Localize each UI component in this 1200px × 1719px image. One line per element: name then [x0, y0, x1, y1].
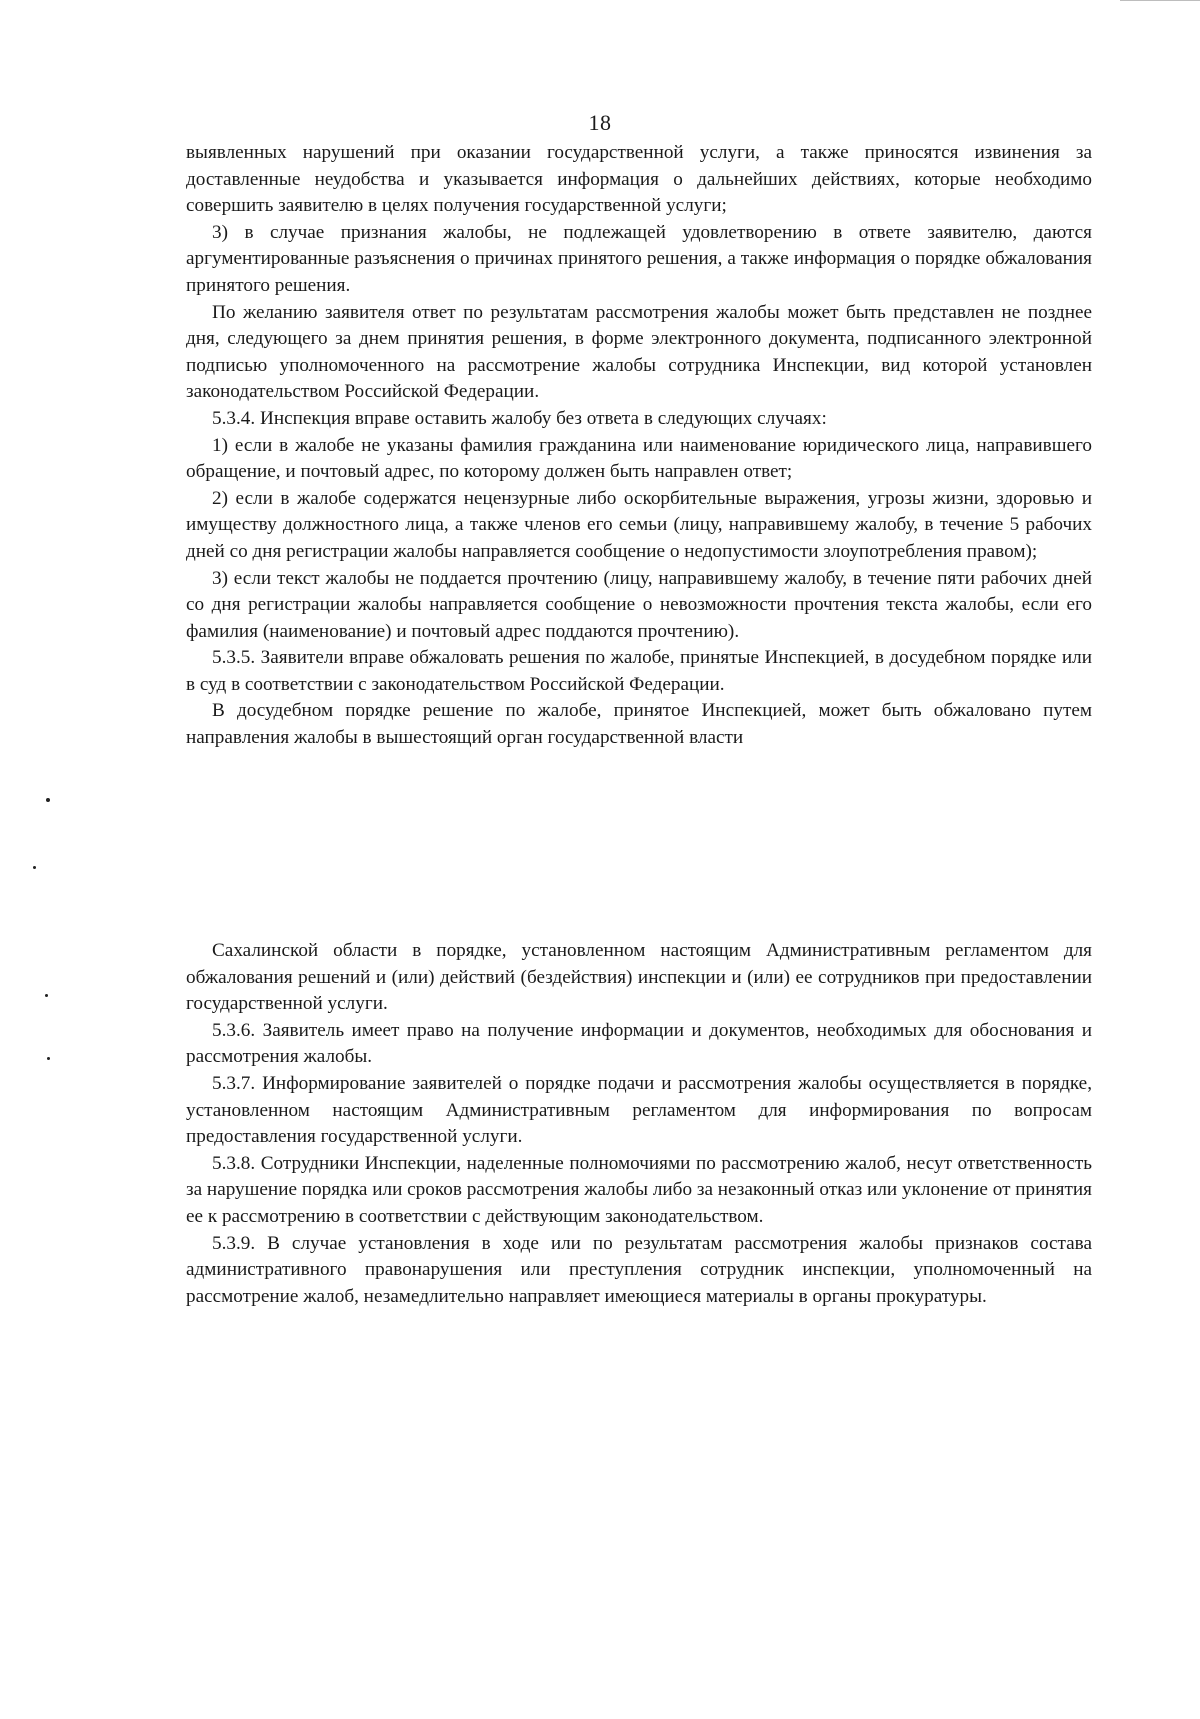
paragraph: 5.3.8. Сотрудники Инспекции, наделенные полномочиями по рассмотрению жалоб, несут ответственность за нарушение порядка или сроков рассмотрения жалобы либо за незаконный отказ или уклонение от принятия ее к рассмотрению в соответствии с действующим законодательством.: [186, 1152, 1092, 1227]
scan-speck: [45, 994, 48, 997]
scan-speck: [46, 798, 50, 802]
paragraph: 5.3.7. Информирование заявителей о порядке подачи и рассмотрения жалобы осуществляется в порядке, установленном настоящим Административным регламентом для информирования по вопросам предоставления государственной услуги.: [186, 1072, 1092, 1148]
paragraph: 3) в случае признания жалобы, не подлежащей удовлетворению в ответе заявителю, даются аргументированные разъяснения о причинах принятого решения, а также информация о порядке обжалования принятого решения.: [186, 221, 1092, 296]
paragraph: 5.3.6. Заявитель имеет право на получение информации и документов, необходимых для обоснования и рассмотрения жалобы.: [186, 1019, 1092, 1068]
scan-speck: [33, 866, 36, 869]
paragraph: 3) если текст жалобы не поддается прочтению (лицу, направившему жалобу, в течение пяти рабочих дней со дня регистрации жалобы направляется сообщение о невозможности прочтения текста жалобы, если его фамилия (наименование) и почтовый адрес поддаются прочтению).: [186, 567, 1092, 642]
scan-edge-line: [1120, 0, 1200, 1]
paragraph: Сахалинской области в порядке, установленном настоящим Административным регламентом для обжалования решений и (или) действий (бездействия) инспекции и (или) ее сотрудников при предоставлении государственной услуги.: [186, 940, 1092, 1015]
paragraph: 2) если в жалобе содержатся нецензурные либо оскорбительные выражения, угрозы жизни, здоровью и имуществу должностного лица, а также членов его семьи (лицу, направившему жалобу, в течение 5 рабочих дней со дня регистрации жалобы направляется сообщение о недопустимости злоупотребления правом);: [186, 487, 1092, 562]
paragraph: В досудебном порядке решение по жалобе, принятое Инспекцией, может быть обжаловано путем направления жалобы в вышестоящий орган государственной власти: [186, 700, 1092, 749]
paragraph: выявленных нарушений при оказании государственной услуги, а также приносятся извинения за доставленные неудобства и указывается информация о дальнейших действиях, которые необходимо совершить заявителю в целях получения государственной услуги;: [186, 142, 1092, 217]
text-block-lower: [186, 938, 1092, 1310]
paragraph: 5.3.5. Заявители вправе обжаловать решения по жалобе, принятые Инспекцией, в досудебном порядке или в суд в соответствии с законодательством Российской Федерации.: [186, 647, 1092, 695]
scan-speck: [47, 1057, 50, 1060]
paragraph: 1) если в жалобе не указаны фамилия гражданина или наименование юридического лица, направившего обращение, и почтовый адрес, по которому должен быть направлен ответ;: [186, 434, 1092, 483]
page-number: 18: [588, 110, 612, 135]
paragraph: По желанию заявителя ответ по результатам рассмотрения жалобы может быть представлен не позднее дня, следующего за днем принятия решения, в форме электронного документа, подписанного электронной подписью уполномоченного на рассмотрение жалобы сотрудника Инспекции, вид которой установлен законодательством Российской Федерации.: [186, 301, 1092, 403]
paragraph: 5.3.4. Инспекция вправе оставить жалобу без ответа в следующих случаях:: [212, 407, 827, 429]
paragraph: 5.3.9. В случае установления в ходе или по результатам рассмотрения жалобы признаков состава административного правонарушения или преступления сотрудник инспекции, уполномоченный на рассмотрение жалоб, незамедлительно направляет имеющиеся материалы в органы прокуратуры.: [186, 1232, 1092, 1307]
text-block-upper: [186, 140, 1092, 752]
